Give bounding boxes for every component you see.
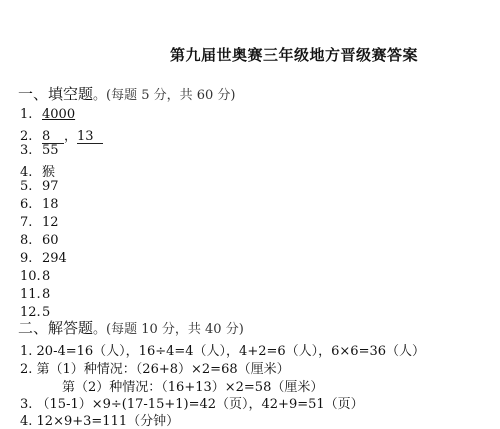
section-fill-in-heading	[18, 83, 236, 104]
answer-value: 5	[42, 305, 51, 320]
answer-item-8	[20, 233, 59, 248]
answer-item-6	[20, 197, 59, 212]
answer-value: 8	[42, 287, 51, 302]
answer-item-5	[20, 179, 59, 194]
answer-item-11	[20, 287, 50, 302]
solution-4: 4. 12×9+3=111（分钟）	[20, 414, 180, 429]
answer-blank-b	[77, 130, 103, 144]
answer-item-9	[20, 251, 67, 266]
section-solve-note: 。(每题 10 分，共 40 分)	[93, 322, 244, 337]
solution-1: 1. 20-4=16（人），16÷4=4（人），4+2=6（人），6×6=36（人）	[20, 344, 426, 359]
answer-value: 294	[42, 251, 67, 266]
section-solve-title: 二、解答题	[18, 319, 94, 337]
answer-number: 6.	[20, 197, 33, 212]
answer-item-2	[20, 125, 103, 144]
answer-number: 4.	[20, 165, 33, 180]
answer-number: 11.	[20, 287, 41, 302]
answer-item-4	[20, 161, 55, 180]
answer-value: 55	[42, 143, 59, 158]
answer-item-1	[20, 107, 75, 122]
answer-value: 4000	[42, 107, 76, 122]
document-title: 第九届世奥赛三年级地方晋级赛答案	[170, 46, 419, 64]
solution-2-case-1: 2. 第（1）种情况：（26+8）×2=68（厘米）	[20, 362, 290, 377]
answer-value: 猴	[42, 165, 56, 180]
answer-value: 8	[42, 269, 51, 284]
answer-value: 97	[42, 179, 59, 194]
answer-item-7	[20, 215, 59, 230]
answer-number: 10.	[20, 269, 41, 284]
answer-value: 12	[42, 215, 59, 230]
answer-blank-a	[42, 130, 64, 144]
answer-item-10	[20, 269, 50, 284]
answer-number: 2.	[20, 129, 33, 144]
answer-value-a: 8	[42, 129, 51, 144]
answer-separator: ，	[64, 129, 78, 144]
answer-value-b: 13	[77, 129, 94, 144]
answer-number: 5.	[20, 179, 33, 194]
answer-number: 7.	[20, 215, 33, 230]
answer-number: 12.	[20, 305, 41, 320]
answer-value: 60	[42, 233, 59, 248]
answer-item-3	[20, 143, 59, 158]
solution-2-case-2: 第（2）种情况：（16+13）×2=58（厘米）	[62, 380, 324, 395]
section-fill-in-title: 一、填空题	[18, 85, 94, 103]
answer-number: 8.	[20, 233, 33, 248]
section-solve-heading	[18, 317, 244, 338]
section-fill-in-note: 。(每题 5 分，共 60 分)	[93, 88, 236, 103]
answer-value: 18	[42, 197, 59, 212]
answer-number: 3.	[20, 143, 33, 158]
solution-3: 3. （15-1）×9÷(17-15+1)=42（页），42+9=51（页）	[20, 397, 364, 412]
answer-number: 9.	[20, 251, 33, 266]
answer-number: 1.	[20, 107, 33, 122]
